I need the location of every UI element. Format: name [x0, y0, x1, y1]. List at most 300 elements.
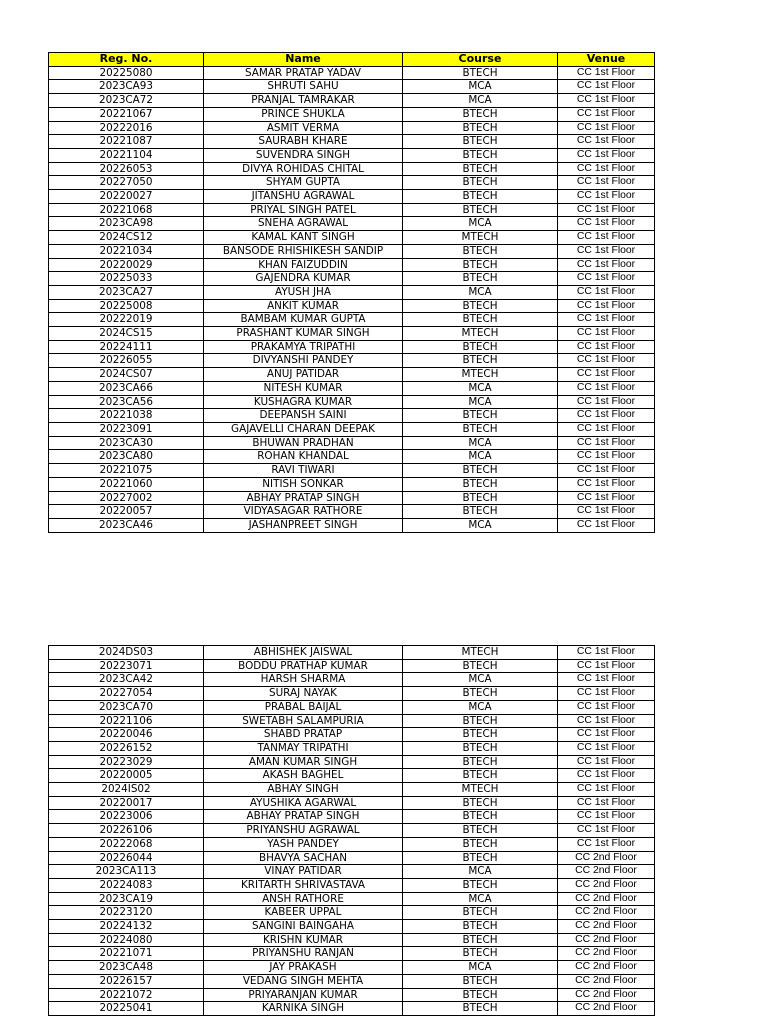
reg-no-cell: 20221106 — [49, 714, 204, 728]
reg-no-cell: 20223029 — [49, 755, 204, 769]
venue-cell: CC 2nd Floor — [558, 851, 655, 865]
table-row — [49, 327, 655, 341]
course-cell: BTECH — [403, 796, 558, 810]
reg-no-cell: 20221034 — [49, 244, 204, 258]
table-row — [49, 231, 655, 245]
reg-no-cell: 20226157 — [49, 974, 204, 988]
reg-no-cell: 2024CS15 — [49, 327, 204, 341]
reg-no-cell: 20226044 — [49, 851, 204, 865]
table-row — [49, 66, 655, 80]
table-row — [49, 135, 655, 149]
name-cell: DIVYA ROHIDAS CHITAL — [204, 162, 403, 176]
course-cell: BTECH — [403, 1002, 558, 1016]
venue-cell: CC 1st Floor — [558, 272, 655, 286]
name-cell: PRIYAL SINGH PATEL — [204, 203, 403, 217]
venue-cell: CC 1st Floor — [558, 741, 655, 755]
name-cell: BHAVYA SACHAN — [204, 851, 403, 865]
venue-cell: CC 1st Floor — [558, 422, 655, 436]
table-row — [49, 783, 655, 797]
reg-no-cell: 20224083 — [49, 878, 204, 892]
venue-cell: CC 2nd Floor — [558, 906, 655, 920]
reg-no-cell: 20222016 — [49, 121, 204, 135]
course-cell: BTECH — [403, 176, 558, 190]
course-cell: BTECH — [403, 121, 558, 135]
table-row — [49, 258, 655, 272]
reg-no-cell: 20221067 — [49, 107, 204, 121]
reg-no-cell: 20221075 — [49, 464, 204, 478]
reg-no-cell: 2023CA113 — [49, 865, 204, 879]
course-cell: BTECH — [403, 741, 558, 755]
course-cell: BTECH — [403, 974, 558, 988]
venue-cell: CC 1st Floor — [558, 700, 655, 714]
name-cell: PRAKAMYA TRIPATHI — [204, 340, 403, 354]
venue-cell: CC 1st Floor — [558, 327, 655, 341]
reg-no-cell: 20220027 — [49, 190, 204, 204]
table-row — [49, 285, 655, 299]
table-row — [49, 148, 655, 162]
course-cell: BTECH — [403, 659, 558, 673]
venue-cell: CC 1st Floor — [558, 783, 655, 797]
name-cell: AKASH BAGHEL — [204, 769, 403, 783]
reg-no-cell: 20226152 — [49, 741, 204, 755]
name-cell: VIDYASAGAR RATHORE — [204, 505, 403, 519]
name-cell: HARSH SHARMA — [204, 673, 403, 687]
reg-no-cell: 2023CA56 — [49, 395, 204, 409]
course-cell: BTECH — [403, 947, 558, 961]
reg-no-cell: 2023CA42 — [49, 673, 204, 687]
name-cell: NITESH KUMAR — [204, 381, 403, 395]
course-cell: BTECH — [403, 190, 558, 204]
table-row — [49, 94, 655, 108]
header-venue: Venue — [558, 53, 655, 67]
name-cell: ABHAY PRATAP SINGH — [204, 491, 403, 505]
course-cell: MCA — [403, 450, 558, 464]
table-row — [49, 865, 655, 879]
reg-no-cell: 20226055 — [49, 354, 204, 368]
course-cell: BTECH — [403, 258, 558, 272]
course-cell: BTECH — [403, 107, 558, 121]
venue-cell: CC 1st Floor — [558, 395, 655, 409]
course-cell: MCA — [403, 700, 558, 714]
reg-no-cell: 20226106 — [49, 824, 204, 838]
course-cell: BTECH — [403, 272, 558, 286]
reg-no-cell: 20226053 — [49, 162, 204, 176]
name-cell: ROHAN KHANDAL — [204, 450, 403, 464]
name-cell: VINAY PATIDAR — [204, 865, 403, 879]
table-row — [49, 450, 655, 464]
course-cell: MCA — [403, 285, 558, 299]
reg-no-cell: 20221060 — [49, 477, 204, 491]
reg-no-cell: 2024DS03 — [49, 646, 204, 660]
name-cell: ABHAY PRATAP SINGH — [204, 810, 403, 824]
table-row — [49, 381, 655, 395]
venue-cell: CC 2nd Floor — [558, 920, 655, 934]
reg-no-cell: 20221038 — [49, 409, 204, 423]
name-cell: BHUWAN PRADHAN — [204, 436, 403, 450]
venue-cell: CC 2nd Floor — [558, 947, 655, 961]
reg-no-cell: 20227054 — [49, 687, 204, 701]
name-cell: SHYAM GUPTA — [204, 176, 403, 190]
reg-no-cell: 20223071 — [49, 659, 204, 673]
venue-cell: CC 1st Floor — [558, 176, 655, 190]
venue-cell: CC 1st Floor — [558, 518, 655, 532]
table-row — [49, 121, 655, 135]
reg-no-cell: 2023CA48 — [49, 961, 204, 975]
table-row — [49, 824, 655, 838]
venue-cell: CC 1st Floor — [558, 796, 655, 810]
reg-no-cell: 20227002 — [49, 491, 204, 505]
venue-cell: CC 1st Floor — [558, 354, 655, 368]
name-cell: GAJAVELLI CHARAN DEEPAK — [204, 422, 403, 436]
reg-no-cell: 20221068 — [49, 203, 204, 217]
course-cell: MCA — [403, 80, 558, 94]
course-cell: BTECH — [403, 203, 558, 217]
venue-cell: CC 1st Floor — [558, 436, 655, 450]
venue-cell: CC 1st Floor — [558, 107, 655, 121]
course-cell: BTECH — [403, 409, 558, 423]
venue-cell: CC 1st Floor — [558, 450, 655, 464]
reg-no-cell: 20220017 — [49, 796, 204, 810]
venue-cell: CC 2nd Floor — [558, 878, 655, 892]
name-cell: RAVI TIWARI — [204, 464, 403, 478]
table-row — [49, 422, 655, 436]
course-cell: MCA — [403, 673, 558, 687]
venue-cell: CC 1st Floor — [558, 505, 655, 519]
name-cell: AYUSH JHA — [204, 285, 403, 299]
course-cell: BTECH — [403, 491, 558, 505]
course-cell: BTECH — [403, 714, 558, 728]
table-row — [49, 810, 655, 824]
venue-cell: CC 1st Floor — [558, 94, 655, 108]
table-row — [49, 933, 655, 947]
name-cell: PRIYANSHU RANJAN — [204, 947, 403, 961]
reg-no-cell: 20223091 — [49, 422, 204, 436]
venue-cell: CC 2nd Floor — [558, 1002, 655, 1016]
name-cell: ASMIT VERMA — [204, 121, 403, 135]
registration-table-2 — [48, 645, 655, 1016]
table-row — [49, 947, 655, 961]
reg-no-cell: 20221104 — [49, 148, 204, 162]
course-cell: BTECH — [403, 906, 558, 920]
reg-no-cell: 2024CS07 — [49, 368, 204, 382]
table-row — [49, 368, 655, 382]
course-cell: BTECH — [403, 477, 558, 491]
table-row — [49, 892, 655, 906]
table-row — [49, 837, 655, 851]
reg-no-cell: 20221087 — [49, 135, 204, 149]
venue-cell: CC 1st Floor — [558, 810, 655, 824]
course-cell: MCA — [403, 961, 558, 975]
course-cell: BTECH — [403, 354, 558, 368]
reg-no-cell: 20225008 — [49, 299, 204, 313]
reg-no-cell: 20222068 — [49, 837, 204, 851]
venue-cell: CC 1st Floor — [558, 148, 655, 162]
table-row — [49, 203, 655, 217]
reg-no-cell: 2023CA93 — [49, 80, 204, 94]
name-cell: PRABAL BAIJAL — [204, 700, 403, 714]
name-cell: PRINCE SHUKLA — [204, 107, 403, 121]
course-cell: MCA — [403, 436, 558, 450]
reg-no-cell: 20223120 — [49, 906, 204, 920]
course-cell: MCA — [403, 94, 558, 108]
course-cell: BTECH — [403, 464, 558, 478]
course-cell: MCA — [403, 865, 558, 879]
name-cell: ABHISHEK JAISWAL — [204, 646, 403, 660]
name-cell: KHAN FAIZUDDIN — [204, 258, 403, 272]
table-row — [49, 646, 655, 660]
venue-cell: CC 1st Floor — [558, 313, 655, 327]
table-row — [49, 796, 655, 810]
name-cell: YASH PANDEY — [204, 837, 403, 851]
course-cell: BTECH — [403, 135, 558, 149]
reg-no-cell: 20224080 — [49, 933, 204, 947]
course-cell: BTECH — [403, 988, 558, 1002]
course-cell: MCA — [403, 518, 558, 532]
table-row — [49, 409, 655, 423]
reg-no-cell: 2023CA70 — [49, 700, 204, 714]
name-cell: KUSHAGRA KUMAR — [204, 395, 403, 409]
name-cell: PRIYARANJAN KUMAR — [204, 988, 403, 1002]
reg-no-cell: 20222019 — [49, 313, 204, 327]
course-cell: BTECH — [403, 810, 558, 824]
table-row — [49, 974, 655, 988]
table-row — [49, 299, 655, 313]
venue-cell: CC 1st Floor — [558, 659, 655, 673]
reg-no-cell: 2024IS02 — [49, 783, 204, 797]
reg-no-cell: 2023CA80 — [49, 450, 204, 464]
table-row — [49, 190, 655, 204]
reg-no-cell: 2023CA72 — [49, 94, 204, 108]
table-row — [49, 505, 655, 519]
table-row — [49, 477, 655, 491]
table-row — [49, 272, 655, 286]
table-row — [49, 464, 655, 478]
header-course: Course — [403, 53, 558, 67]
table-row — [49, 107, 655, 121]
table-header-row — [49, 53, 655, 67]
table-row — [49, 491, 655, 505]
venue-cell: CC 1st Floor — [558, 381, 655, 395]
venue-cell: CC 1st Floor — [558, 769, 655, 783]
course-cell: BTECH — [403, 824, 558, 838]
venue-cell: CC 1st Floor — [558, 824, 655, 838]
name-cell: JASHANPREET SINGH — [204, 518, 403, 532]
name-cell: DIVYANSHI PANDEY — [204, 354, 403, 368]
name-cell: SNEHA AGRAWAL — [204, 217, 403, 231]
reg-no-cell: 20220046 — [49, 728, 204, 742]
reg-no-cell: 2023CA98 — [49, 217, 204, 231]
course-cell: BTECH — [403, 878, 558, 892]
table-row — [49, 217, 655, 231]
header-reg-no: Reg. No. — [49, 53, 204, 67]
name-cell: KRISHN KUMAR — [204, 933, 403, 947]
course-cell: BTECH — [403, 244, 558, 258]
table-row — [49, 340, 655, 354]
venue-cell: CC 1st Floor — [558, 673, 655, 687]
venue-cell: CC 1st Floor — [558, 203, 655, 217]
venue-cell: CC 1st Floor — [558, 728, 655, 742]
course-cell: BTECH — [403, 505, 558, 519]
reg-no-cell: 2023CA30 — [49, 436, 204, 450]
reg-no-cell: 2023CA19 — [49, 892, 204, 906]
reg-no-cell: 2023CA46 — [49, 518, 204, 532]
course-cell: MTECH — [403, 646, 558, 660]
table-row — [49, 961, 655, 975]
table-row — [49, 354, 655, 368]
course-cell: BTECH — [403, 299, 558, 313]
name-cell: PRASHANT KUMAR SINGH — [204, 327, 403, 341]
reg-no-cell: 20220005 — [49, 769, 204, 783]
table-row — [49, 1002, 655, 1016]
course-cell: BTECH — [403, 920, 558, 934]
name-cell: ANSH RATHORE — [204, 892, 403, 906]
venue-cell: CC 1st Floor — [558, 299, 655, 313]
name-cell: KARNIKA SINGH — [204, 1002, 403, 1016]
table-row — [49, 920, 655, 934]
name-cell: PRANJAL TAMRAKAR — [204, 94, 403, 108]
name-cell: SWETABH SALAMPURIA — [204, 714, 403, 728]
course-cell: BTECH — [403, 162, 558, 176]
name-cell: SHRUTI SAHU — [204, 80, 403, 94]
name-cell: BANSODE RHISHIKESH SANDIP — [204, 244, 403, 258]
reg-no-cell: 20221072 — [49, 988, 204, 1002]
venue-cell: CC 2nd Floor — [558, 961, 655, 975]
venue-cell: CC 2nd Floor — [558, 933, 655, 947]
name-cell: SAMAR PRATAP YADAV — [204, 66, 403, 80]
name-cell: NITISH SONKAR — [204, 477, 403, 491]
venue-cell: CC 2nd Floor — [558, 974, 655, 988]
course-cell: BTECH — [403, 422, 558, 436]
table-row — [49, 80, 655, 94]
name-cell: JITANSHU AGRAWAL — [204, 190, 403, 204]
course-cell: MCA — [403, 381, 558, 395]
name-cell: DEEPANSH SAINI — [204, 409, 403, 423]
name-cell: JAY PRAKASH — [204, 961, 403, 975]
table-row — [49, 395, 655, 409]
name-cell: SUVENDRA SINGH — [204, 148, 403, 162]
table-row — [49, 769, 655, 783]
venue-cell: CC 1st Floor — [558, 80, 655, 94]
name-cell: KAMAL KANT SINGH — [204, 231, 403, 245]
course-cell: BTECH — [403, 755, 558, 769]
reg-no-cell: 20225080 — [49, 66, 204, 80]
venue-cell: CC 1st Floor — [558, 231, 655, 245]
course-cell: BTECH — [403, 769, 558, 783]
reg-no-cell: 20223006 — [49, 810, 204, 824]
reg-no-cell: 20225041 — [49, 1002, 204, 1016]
table-row — [49, 714, 655, 728]
name-cell: BAMBAM KUMAR GUPTA — [204, 313, 403, 327]
name-cell: ANUJ PATIDAR — [204, 368, 403, 382]
reg-no-cell: 20221071 — [49, 947, 204, 961]
reg-no-cell: 20220029 — [49, 258, 204, 272]
venue-cell: CC 1st Floor — [558, 755, 655, 769]
venue-cell: CC 1st Floor — [558, 409, 655, 423]
name-cell: BODDU PRATHAP KUMAR — [204, 659, 403, 673]
venue-cell: CC 1st Floor — [558, 714, 655, 728]
venue-cell: CC 1st Floor — [558, 464, 655, 478]
table-row — [49, 687, 655, 701]
course-cell: BTECH — [403, 837, 558, 851]
course-cell: MTECH — [403, 327, 558, 341]
venue-cell: CC 2nd Floor — [558, 892, 655, 906]
course-cell: BTECH — [403, 340, 558, 354]
course-cell: MTECH — [403, 231, 558, 245]
reg-no-cell: 2023CA27 — [49, 285, 204, 299]
reg-no-cell: 20224132 — [49, 920, 204, 934]
table-row — [49, 673, 655, 687]
course-cell: MTECH — [403, 783, 558, 797]
name-cell: ABHAY SINGH — [204, 783, 403, 797]
venue-cell: CC 1st Floor — [558, 837, 655, 851]
name-cell: SANGINI BAINGAHA — [204, 920, 403, 934]
venue-cell: CC 1st Floor — [558, 121, 655, 135]
table-row — [49, 436, 655, 450]
table-row — [49, 988, 655, 1002]
name-cell: KABEER UPPAL — [204, 906, 403, 920]
venue-cell: CC 1st Floor — [558, 244, 655, 258]
name-cell: AYUSHIKA AGARWAL — [204, 796, 403, 810]
table-row — [49, 162, 655, 176]
table-row — [49, 313, 655, 327]
name-cell: ANKIT KUMAR — [204, 299, 403, 313]
table-row — [49, 878, 655, 892]
course-cell: BTECH — [403, 66, 558, 80]
name-cell: SURAJ NAYAK — [204, 687, 403, 701]
reg-no-cell: 2023CA66 — [49, 381, 204, 395]
table-row — [49, 659, 655, 673]
table-row — [49, 244, 655, 258]
table-row — [49, 906, 655, 920]
table-row — [49, 755, 655, 769]
course-cell: MCA — [403, 892, 558, 906]
course-cell: BTECH — [403, 313, 558, 327]
venue-cell: CC 2nd Floor — [558, 865, 655, 879]
name-cell: GAJENDRA KUMAR — [204, 272, 403, 286]
course-cell: MCA — [403, 395, 558, 409]
reg-no-cell: 20227050 — [49, 176, 204, 190]
venue-cell: CC 1st Floor — [558, 477, 655, 491]
venue-cell: CC 1st Floor — [558, 66, 655, 80]
venue-cell: CC 1st Floor — [558, 217, 655, 231]
venue-cell: CC 2nd Floor — [558, 988, 655, 1002]
name-cell: TANMAY TRIPATHI — [204, 741, 403, 755]
reg-no-cell: 20225033 — [49, 272, 204, 286]
venue-cell: CC 1st Floor — [558, 162, 655, 176]
table-row — [49, 851, 655, 865]
course-cell: BTECH — [403, 728, 558, 742]
name-cell: SHABD PRATAP — [204, 728, 403, 742]
table-row — [49, 518, 655, 532]
venue-cell: CC 1st Floor — [558, 340, 655, 354]
venue-cell: CC 1st Floor — [558, 190, 655, 204]
table-row — [49, 700, 655, 714]
course-cell: BTECH — [403, 933, 558, 947]
venue-cell: CC 1st Floor — [558, 646, 655, 660]
venue-cell: CC 1st Floor — [558, 258, 655, 272]
name-cell: SAURABH KHARE — [204, 135, 403, 149]
name-cell: KRITARTH SHRIVASTAVA — [204, 878, 403, 892]
course-cell: BTECH — [403, 148, 558, 162]
reg-no-cell: 20220057 — [49, 505, 204, 519]
reg-no-cell: 20224111 — [49, 340, 204, 354]
table-row — [49, 741, 655, 755]
name-cell: AMAN KUMAR SINGH — [204, 755, 403, 769]
course-cell: BTECH — [403, 851, 558, 865]
course-cell: MCA — [403, 217, 558, 231]
course-cell: BTECH — [403, 687, 558, 701]
header-name: Name — [204, 53, 403, 67]
